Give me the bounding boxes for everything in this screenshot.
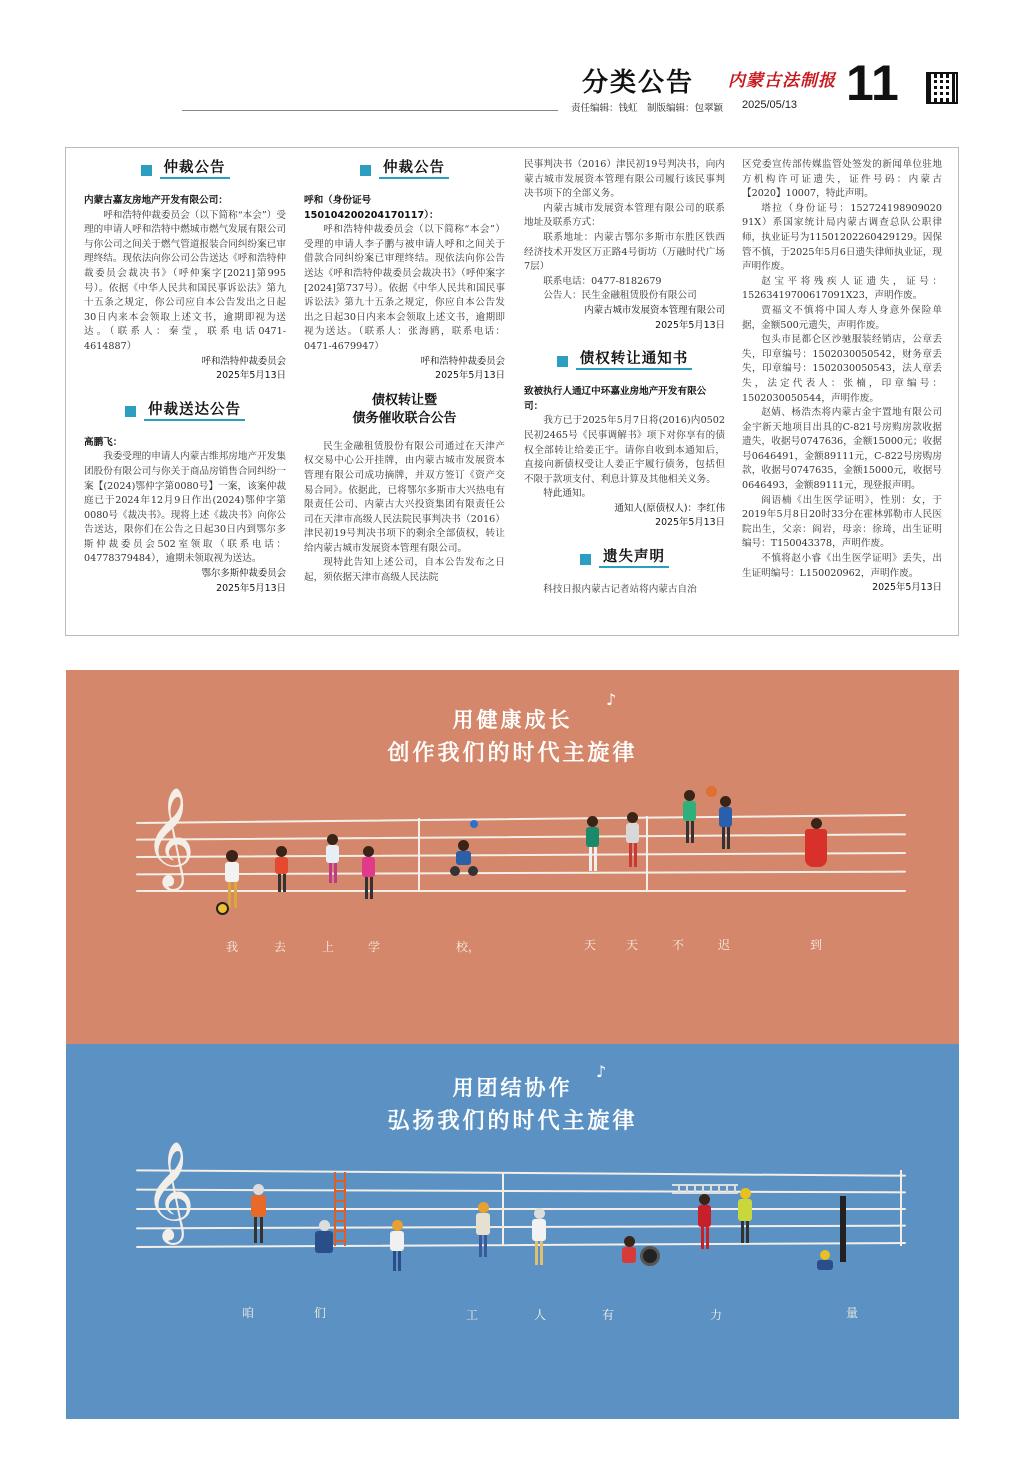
notice-body: 赵宝平将残疾人证遗失，证号：15263419700617091X23，声明作废。 [742, 275, 942, 302]
lyric-syllable: 人 [534, 1308, 547, 1322]
section-header: 仲裁公告 [304, 158, 505, 182]
notice-body: 赵婧、杨浩杰将内蒙古金宇置地有限公司金宇新天地项目出具的C-821号房购房款收据遗失，收据号0747636，金额15000元；收据号0646491，金额89111元，C-822号房购房款，收据号0747635，金额15000元，收据号0646493，金额89111元，现登报声明。 [742, 407, 942, 492]
notice-date: 2025年5月13日 [435, 370, 505, 382]
worker-figure [386, 1220, 408, 1272]
lyric-syllable: 校， [456, 940, 481, 954]
child-figure [582, 816, 602, 876]
notice-body: 塔拉（身份证号：152724198909020​91X）系国家统计局内蒙古调查总队公职律师，执业证号为11501202260429129。因保管不慎，于2025年5月6日遗失律师执业证，现声明作废。 [742, 202, 942, 273]
notice-body: 公告人：民生金融租赁股份有限公司 [543, 290, 697, 302]
health-growth-poster [66, 670, 959, 1044]
notice-date: 2025年5月13日 [655, 319, 725, 331]
header-rule [182, 110, 558, 111]
music-note-icon: ♪ [606, 690, 617, 709]
child-figure [272, 846, 290, 894]
section-header: 仲裁公告 [84, 158, 286, 182]
notice-body: 贾福文不慎将中国人寿人身意外保险单据，金额500元遗失，声明作废。 [742, 304, 942, 331]
worker-figure [734, 1188, 756, 1246]
issue-date: 2025/05/13 [742, 99, 798, 111]
lyric-syllable: 天 [584, 938, 597, 952]
section-header: 遗失声明 [524, 547, 725, 571]
page-number: 11 [846, 55, 899, 111]
balloon-icon [470, 820, 478, 828]
notice-body: 包头市昆都仑区沙驰服装经销店，公章丢失，印章编号：1502030050542，财务章丢失，印章编号：1502030050543，法人章丢失，法定代表人：张楠，印章编号：1502030050544，声明作废。 [742, 334, 942, 404]
notice-body: 呼和浩特仲裁委员会（以下简称“本会”）受理的申请人李子鹏与被申请人呼和之间关于借款合同纠纷案已审理终结。现依法向你公告送达《呼和浩特仲裁委员会裁决书》（呼仲案字[2024]第737号）。依据《中华人民共和国民事诉讼法》第九十五条之规定，你应自本公告发出之日起30日内来本会领取上述文书，逾期即视为送达。（联系人：张海鸥，联系电话：0471-4679947） [304, 224, 505, 352]
square-bullet-icon [360, 165, 371, 176]
notice-title: 债权转让暨 债务催收联合公告 [352, 392, 457, 426]
square-bullet-icon [125, 406, 136, 417]
treble-clef-icon: 𝄞 [144, 1141, 195, 1241]
lyric-syllable: 学 [368, 940, 381, 954]
notice-body: 特此通知。 [543, 488, 592, 500]
ads-column-4 [742, 158, 942, 596]
child-on-bike-figure [450, 840, 478, 880]
child-figure [622, 812, 642, 872]
lyric-syllable: 去 [274, 940, 287, 954]
ads-column-1 [84, 158, 286, 596]
notice-body: 联系地址：内蒙古鄂尔多斯市东胜区铁西经济技术开发区万正路4号街坊（万融时代广场7层） [524, 231, 725, 273]
street-lamp-icon [840, 1196, 846, 1262]
treble-clef-icon: 𝄞 [144, 787, 195, 887]
child-figure [322, 834, 342, 886]
lyric-syllable: 不 [672, 938, 685, 952]
notice-date: 2025年5月13日 [216, 582, 286, 594]
notice-body: 联系电话：0477-8182679 [543, 275, 662, 287]
newspaper-logo: 内蒙古法制报 [728, 71, 836, 91]
unity-cooperation-poster [66, 1044, 959, 1419]
notice-signature: 通知人(原债权人)：李红伟 [614, 502, 725, 514]
qr-code-icon[interactable] [926, 72, 958, 104]
notice-body: 现特此告知上述公司，自本公告发布之日起，须依据天津市高级人民法院 [304, 557, 505, 584]
notice-addressee: 高鹏飞： [84, 436, 123, 448]
notice-addressee: 致被执行人通辽中环嘉业房地产开发有限公司： [524, 386, 707, 412]
notice-body: 民事判决书（2016）津民初19号判决书，向内蒙古城市发展资本管理有限公司履行该民事判决书项下的全部义务。 [524, 159, 725, 200]
worker-with-tire-figure [620, 1236, 660, 1270]
notice-body: 内蒙古城市发展资本管理有限公司的联系地址及联系方式： [524, 202, 725, 229]
notice-signature: 内蒙古城市发展资本管理有限公司 [584, 304, 725, 316]
square-bullet-icon [580, 554, 591, 565]
poster-title: 用健康成长 创作我们的时代主旋律 [387, 708, 638, 766]
child-figure [714, 796, 736, 854]
section-title: 分类公告 [582, 68, 695, 98]
ads-column-3 [524, 158, 725, 598]
notice-body: 我方已于2025年5月7日将(2016)内0502民初2465号《民事调解书》项下对你享有的债权全部转让给姜正宇。请你自收到本通知后，直接向新债权受让人姜正宇履行债务，包括但不限于款项支付、利息计算及其他相关义务。 [524, 415, 725, 485]
notice-addressee: 内蒙古嘉友房地产开发有限公司： [84, 195, 228, 206]
notice-body: 民生金融租赁股份有限公司通过在天津产权交易中心公开挂牌，由内蒙古城市发展资本管理有限公司成功摘牌，并双方签订《资产交易合同》。依据此，已将鄂尔多斯市大兴热电有限责任公司、内蒙古大兴投资集团有限责任公司在天津市高级人民法院民事判决书（2016）津民初19号判决书项下的剩余全部债权，转让给内蒙古城市发展资本管理有限公司。 [304, 440, 505, 554]
lyric-syllable: 到 [810, 938, 823, 952]
notice-signature: 鄂尔多斯仲裁委员会 [201, 568, 286, 580]
notice-body: 呼和浩特仲裁委员会（以下简称“本会”）受理的申请人呼和浩特中燃城市燃气发展有限公司与你公司之间关于燃气管道报装合同纠纷案已审理终结。现依法向你公司公告送达《呼和浩特仲裁委员会裁决书》（呼仲案字[2021]第995号）。依据《中华人民共和国民事诉讼法》第九十五条之规定，你公司应自本公告发出之日起30日内来本会领取上述文书，逾期即视为送达。（联系人：秦莹，联系电话0471-4614887） [84, 209, 286, 352]
worker-figure [312, 1220, 336, 1258]
worker-figure [694, 1194, 714, 1252]
football-icon [216, 902, 229, 915]
lyric-syllable: 迟 [718, 938, 731, 952]
lyric-syllable: 工 [466, 1308, 479, 1322]
notice-date: 2025年5月13日 [872, 582, 942, 594]
child-figure [802, 818, 830, 870]
child-figure [678, 790, 700, 848]
notice-date: 2025年5月13日 [655, 517, 725, 529]
notice-addressee: 呼和（身份证号 150104200204170117）： [304, 195, 439, 221]
square-bullet-icon [141, 165, 152, 176]
notice-body: 不慎将赵小睿《出生医学证明》丢失，出生证明编号：L150020962，声明作废。 [742, 553, 942, 579]
lyric-syllable: 们 [314, 1306, 327, 1320]
child-figure [358, 846, 378, 902]
lyric-syllable: 量 [846, 1306, 859, 1320]
worker-figure [528, 1208, 550, 1268]
lyric-syllable: 上 [322, 940, 335, 954]
basketball-icon [706, 786, 717, 797]
notice-signature: 呼和浩特仲裁委员会 [420, 355, 505, 367]
notice-body: 科技日报内蒙古记者站将内蒙古自治 [543, 584, 697, 596]
notice-body: 阎语楠《出生医学证明》，性别：女，于2019年5月8日20时33分在霍林郭勒市人民医院出生，父亲：阎岩，母亲：徐琦，出生证明编号：T150043378，声明作废。 [742, 494, 942, 550]
lyric-syllable: 我 [226, 940, 239, 954]
notice-date: 2025年5月13日 [216, 370, 286, 382]
worker-figure [246, 1184, 270, 1248]
square-bullet-icon [557, 356, 568, 367]
editors-credit: 责任编辑：钱虹 制版编辑：包翠颖 [571, 103, 724, 114]
lyric-syllable: 有 [602, 1308, 615, 1322]
notice-body: 区党委宣传部传媒监管处签发的新闻单位驻地方机构许可证遗失，证件号码：内蒙古【2020】10007，特此声明。 [742, 159, 942, 200]
music-note-icon: ♪ [596, 1062, 607, 1081]
ladder-carried-icon [672, 1184, 738, 1194]
notice-signature: 呼和浩特仲裁委员会 [201, 355, 286, 367]
lyric-syllable: 天 [626, 938, 639, 952]
music-staff [136, 818, 906, 898]
lyric-syllable: 力 [710, 1308, 723, 1322]
poster-title: 用团结协作 弘扬我们的时代主旋律 [387, 1076, 638, 1134]
lyric-syllable: 咱 [242, 1306, 255, 1320]
notice-body: 我委受理的申请人内蒙古维邦房地产开发集团股份有限公司与你关于商品房销售合同纠纷一案【(2024)鄂仲字第0080号】一案，该案仲裁庭已于2024年12月9日作出(2024)鄂仲字第0080号《裁决书》。现将上述《裁决书》向你公告送达，限你们在公告之日起30日内到鄂尔多斯仲裁委员会502室领取（联系电话：04778379484），逾期未领取视为送达。 [84, 451, 286, 565]
ladder-icon [334, 1172, 346, 1246]
worker-figure [472, 1202, 494, 1260]
worker-figure [814, 1250, 836, 1270]
section-header: 债权转让通知书 [524, 349, 725, 373]
section-header: 仲裁送达公告 [84, 400, 286, 424]
ads-column-2 [304, 158, 505, 586]
